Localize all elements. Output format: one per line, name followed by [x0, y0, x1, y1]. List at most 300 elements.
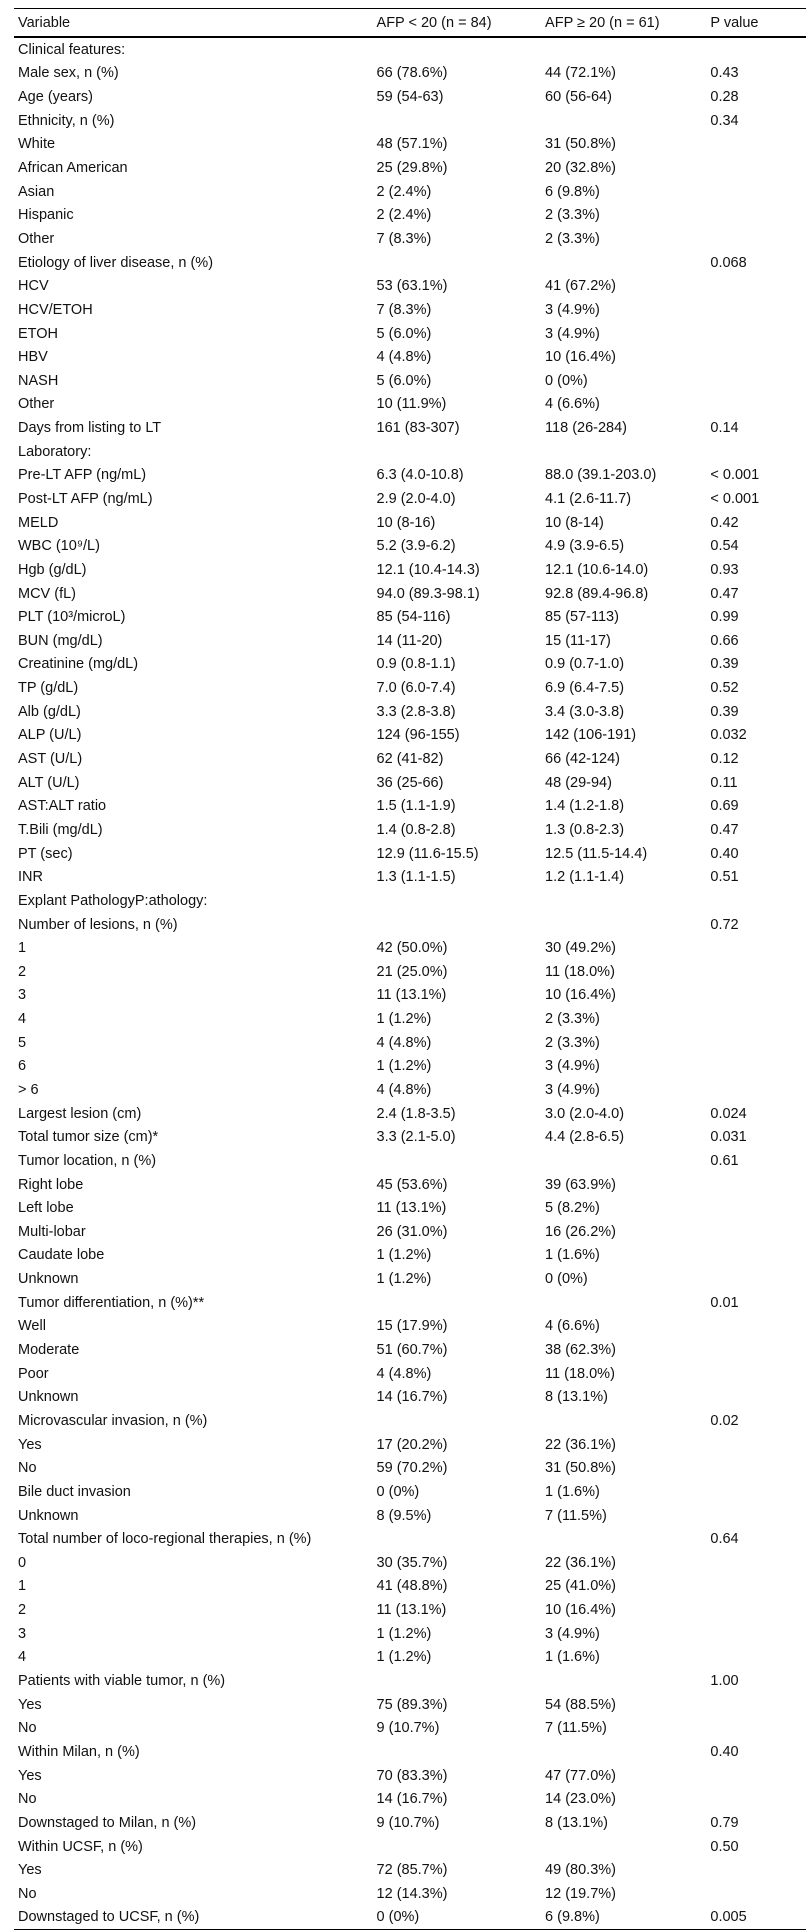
- afp-high-cell: [541, 440, 706, 464]
- afp-high-cell: 12.1 (10.6-14.0): [545, 561, 649, 578]
- afp-high-cell: [541, 913, 706, 937]
- table-row: [14, 156, 806, 180]
- p-value-cell: 0.61: [710, 1152, 739, 1169]
- table-row: [14, 227, 806, 251]
- afp-low-cell: 3.3 (2.1-5.0): [376, 1129, 456, 1146]
- table-row: [14, 1267, 806, 1291]
- afp-high-cell: 22 (36.1%): [545, 1554, 616, 1571]
- table-row: [14, 629, 806, 653]
- afp-low-cell: 7.0 (6.0-7.4): [376, 680, 456, 697]
- table-row: [14, 62, 806, 86]
- afp-high-cell: 31 (50.8%): [545, 1460, 616, 1477]
- afp-high-cell: 41 (67.2%): [545, 278, 616, 295]
- afp-high-cell: 4.4 (2.8-6.5): [545, 1129, 625, 1146]
- afp-high-cell: 2 (3.3%): [545, 1011, 600, 1028]
- table-row: [14, 345, 806, 369]
- afp-low-cell: 36 (25-66): [376, 774, 444, 791]
- p-value-cell: [706, 133, 806, 157]
- afp-low-cell: [373, 251, 542, 275]
- afp-high-cell: 2 (3.3%): [545, 207, 600, 224]
- afp-low-cell: 9 (10.7%): [376, 1720, 440, 1737]
- afp-high-cell: 3 (4.9%): [545, 1058, 600, 1075]
- afp-low-cell: 7 (8.3%): [376, 230, 432, 247]
- afp-high-cell: 12.5 (11.5-14.4): [545, 845, 648, 862]
- p-value-cell: 0.12: [710, 751, 739, 768]
- afp-low-cell: [373, 913, 542, 937]
- variable-cell: HCV/ETOH: [18, 301, 93, 318]
- afp-high-cell: 7 (11.5%): [545, 1720, 607, 1737]
- p-value-cell: 0.54: [710, 538, 739, 555]
- afp-high-cell: 0.9 (0.7-1.0): [545, 656, 625, 673]
- table-row: [14, 1480, 806, 1504]
- table-row: [14, 1196, 806, 1220]
- afp-high-cell: 8 (13.1%): [545, 1814, 608, 1831]
- table-row: [14, 771, 806, 795]
- afp-comparison-table: [14, 8, 806, 1930]
- afp-low-cell: 94.0 (89.3-98.1): [376, 585, 480, 602]
- p-value-cell: [706, 37, 806, 62]
- p-value-cell: [706, 1055, 806, 1079]
- variable-cell: Ethnicity, n (%): [18, 112, 115, 129]
- afp-low-cell: 12.9 (11.6-15.5): [376, 845, 479, 862]
- table-row: [14, 1551, 806, 1575]
- p-value-cell: 0.99: [710, 609, 739, 626]
- table-row: [14, 724, 806, 748]
- afp-high-cell: 118 (26-284): [545, 420, 627, 437]
- afp-high-cell: 85 (57-113): [545, 609, 619, 626]
- table-row: [14, 1669, 806, 1693]
- afp-high-cell: 49 (80.3%): [545, 1862, 616, 1879]
- afp-low-cell: 72 (85.7%): [376, 1862, 448, 1879]
- afp-low-cell: 3.3 (2.8-3.8): [376, 703, 456, 720]
- variable-cell: Multi-lobar: [18, 1223, 86, 1240]
- afp-high-cell: 2 (3.3%): [545, 230, 600, 247]
- variable-cell: Explant PathologyP:athology:: [18, 892, 208, 909]
- afp-high-cell: 20 (32.8%): [545, 160, 616, 177]
- afp-low-cell: 1.5 (1.1-1.9): [376, 798, 456, 815]
- p-value-cell: 0.40: [710, 1743, 739, 1760]
- afp-low-cell: [373, 1669, 542, 1693]
- variable-cell: NASH: [18, 372, 59, 389]
- variable-cell: AST (U/L): [18, 751, 83, 768]
- p-value-cell: 0.005: [706, 1906, 806, 1930]
- p-value-cell: [706, 1716, 806, 1740]
- afp-high-cell: 25 (41.0%): [545, 1578, 616, 1595]
- afp-low-cell: 1 (1.2%): [376, 1247, 432, 1264]
- table-row: [14, 1527, 806, 1551]
- variable-cell: Unknown: [18, 1389, 79, 1406]
- variable-cell: Yes: [18, 1862, 42, 1879]
- variable-cell: ALP (U/L): [18, 727, 82, 744]
- table-row: [14, 795, 806, 819]
- p-value-cell: [706, 1764, 806, 1788]
- variable-cell: Microvascular invasion, n (%): [18, 1412, 208, 1429]
- variable-cell: Other: [18, 396, 55, 413]
- variable-cell: Yes: [18, 1436, 42, 1453]
- afp-high-cell: 39 (63.9%): [545, 1176, 616, 1193]
- variable-cell: Bile duct invasion: [18, 1483, 131, 1500]
- p-value-cell: [706, 1504, 806, 1528]
- variable-cell: AST:ALT ratio: [18, 798, 107, 815]
- variable-cell: African American: [18, 160, 128, 177]
- afp-low-cell: [373, 109, 542, 133]
- variable-cell: Yes: [18, 1767, 42, 1784]
- header-row: [14, 9, 806, 38]
- afp-high-cell: [541, 1149, 706, 1173]
- afp-low-cell: [373, 1740, 542, 1764]
- afp-low-cell: 5 (6.0%): [376, 325, 432, 342]
- table-row: [14, 913, 806, 937]
- afp-low-cell: 1.3 (1.1-1.5): [376, 869, 456, 886]
- afp-high-cell: [541, 109, 706, 133]
- afp-low-cell: 11 (13.1%): [376, 987, 447, 1004]
- table-container: [14, 8, 806, 1930]
- afp-high-cell: [541, 1740, 706, 1764]
- variable-cell: Other: [18, 230, 55, 247]
- table-row: [14, 1220, 806, 1244]
- table-row: [14, 1031, 806, 1055]
- table-row: [14, 936, 806, 960]
- table-row: [14, 37, 806, 62]
- afp-high-cell: 10 (8-14): [545, 514, 604, 531]
- afp-low-cell: 26 (31.0%): [376, 1223, 448, 1240]
- variable-cell: Tumor location, n (%): [18, 1152, 157, 1169]
- table-row: [14, 1764, 806, 1788]
- afp-low-cell: [373, 440, 542, 464]
- afp-low-cell: 30 (35.7%): [376, 1554, 448, 1571]
- afp-low-cell: [373, 1527, 542, 1551]
- afp-high-cell: 15 (11-17): [545, 632, 611, 649]
- p-value-cell: [706, 393, 806, 417]
- afp-low-cell: 7 (8.3%): [376, 301, 432, 318]
- table-row: [14, 1811, 806, 1835]
- afp-high-cell: 88.0 (39.1-203.0): [545, 467, 657, 484]
- afp-low-cell: 0 (0%): [373, 1906, 542, 1930]
- afp-low-cell: 70 (83.3%): [376, 1767, 448, 1784]
- p-value-cell: 0.51: [710, 869, 739, 886]
- table-row: [14, 700, 806, 724]
- afp-low-cell: 41 (48.8%): [376, 1578, 448, 1595]
- p-value-cell: 0.28: [710, 89, 739, 106]
- table-row: [14, 1386, 806, 1410]
- afp-high-cell: [541, 1291, 706, 1315]
- afp-high-cell: 1 (1.6%): [545, 1483, 600, 1500]
- afp-low-cell: 4 (4.8%): [376, 349, 432, 366]
- afp-low-cell: 85 (54-116): [376, 609, 451, 626]
- afp-high-cell: 0 (0%): [545, 372, 588, 389]
- afp-high-cell: 8 (13.1%): [545, 1389, 608, 1406]
- p-value-cell: [706, 1173, 806, 1197]
- table-row: [14, 1173, 806, 1197]
- afp-low-cell: 124 (96-155): [376, 727, 460, 744]
- afp-low-cell: 51 (60.7%): [376, 1342, 448, 1359]
- variable-cell: Largest lesion (cm): [18, 1105, 142, 1122]
- afp-high-cell: 4.1 (2.6-11.7): [545, 490, 632, 507]
- afp-high-cell: 11 (18.0%): [545, 963, 615, 980]
- table-row: [14, 582, 806, 606]
- p-value-cell: 0.11: [710, 774, 738, 791]
- afp-low-cell: 0 (0%): [376, 1483, 420, 1500]
- p-value-cell: [706, 203, 806, 227]
- table-row: [14, 251, 806, 275]
- afp-low-cell: 4 (4.8%): [376, 1034, 432, 1051]
- header-variable: Variable: [14, 9, 373, 38]
- table-row: [14, 1338, 806, 1362]
- variable-cell: Within Milan, n (%): [18, 1743, 140, 1760]
- p-value-cell: [706, 369, 806, 393]
- table-row: [14, 1007, 806, 1031]
- variable-cell: T.Bili (mg/dL): [18, 821, 103, 838]
- afp-high-cell: 1.4 (1.2-1.8): [545, 798, 625, 815]
- p-value-cell: [706, 1882, 806, 1906]
- p-value-cell: [706, 1007, 806, 1031]
- afp-low-cell: [373, 1409, 542, 1433]
- afp-low-cell: 5.2 (3.9-6.2): [376, 538, 456, 555]
- p-value-cell: 0.69: [710, 798, 739, 815]
- variable-cell: 4: [18, 1649, 27, 1666]
- afp-high-cell: 1.3 (0.8-2.3): [545, 821, 625, 838]
- afp-low-cell: 17 (20.2%): [376, 1436, 448, 1453]
- header-p-value: P value: [706, 9, 806, 38]
- variable-cell: 1: [18, 940, 27, 957]
- p-value-cell: 0.42: [710, 514, 739, 531]
- table-row: [14, 487, 806, 511]
- afp-low-cell: 2.9 (2.0-4.0): [376, 490, 456, 507]
- variable-cell: PLT (10³/microL): [18, 609, 126, 626]
- table-row: [14, 416, 806, 440]
- afp-low-cell: 45 (53.6%): [376, 1176, 448, 1193]
- afp-low-cell: [373, 37, 542, 62]
- afp-low-cell: 1.4 (0.8-2.8): [376, 821, 456, 838]
- variable-cell: No: [18, 1460, 37, 1477]
- afp-low-cell: 11 (13.1%): [376, 1200, 447, 1217]
- variable-cell: 0: [18, 1554, 27, 1571]
- p-value-cell: [706, 1480, 806, 1504]
- variable-cell: 3: [18, 987, 27, 1004]
- variable-cell: Creatinine (mg/dL): [18, 656, 139, 673]
- afp-low-cell: 11 (13.1%): [376, 1602, 447, 1619]
- afp-low-cell: 62 (41-82): [376, 751, 444, 768]
- afp-low-cell: 4 (4.8%): [376, 1082, 432, 1098]
- variable-cell: Downstaged to UCSF, n (%): [14, 1906, 373, 1930]
- afp-low-cell: 59 (70.2%): [376, 1460, 448, 1477]
- p-value-cell: [706, 1078, 806, 1102]
- table-row: [14, 1622, 806, 1646]
- variable-cell: MCV (fL): [18, 585, 76, 602]
- p-value-cell: [706, 1858, 806, 1882]
- afp-high-cell: 92.8 (89.4-96.8): [545, 585, 649, 602]
- p-value-cell: 0.01: [710, 1294, 739, 1311]
- afp-low-cell: [373, 1291, 542, 1315]
- table-row: [14, 889, 806, 913]
- p-value-cell: 0.068: [710, 254, 747, 271]
- table-row: [14, 1906, 806, 1930]
- afp-high-cell: 66 (42-124): [545, 751, 621, 768]
- p-value-cell: [706, 1220, 806, 1244]
- afp-high-cell: 38 (62.3%): [545, 1342, 616, 1359]
- afp-high-cell: 3 (4.9%): [545, 325, 600, 342]
- p-value-cell: [706, 1338, 806, 1362]
- variable-cell: Yes: [18, 1696, 42, 1713]
- variable-cell: Caudate lobe: [18, 1247, 105, 1264]
- afp-high-cell: 60 (56-64): [545, 89, 612, 106]
- variable-cell: MELD: [18, 514, 59, 531]
- variable-cell: Etiology of liver disease, n (%): [18, 254, 214, 271]
- variable-cell: Poor: [18, 1365, 49, 1382]
- afp-low-cell: 21 (25.0%): [376, 963, 448, 980]
- p-value-cell: 0.024: [710, 1105, 747, 1122]
- afp-high-cell: 3 (4.9%): [545, 1082, 600, 1098]
- afp-low-cell: 12 (14.3%): [376, 1885, 448, 1902]
- table-row: [14, 369, 806, 393]
- afp-low-cell: [373, 889, 542, 913]
- p-value-cell: 0.52: [710, 680, 739, 697]
- variable-cell: No: [18, 1791, 37, 1808]
- p-value-cell: 0.39: [710, 703, 739, 720]
- table-row: [14, 534, 806, 558]
- afp-high-cell: 142 (106-191): [545, 727, 637, 744]
- afp-low-cell: 4 (4.8%): [376, 1365, 432, 1382]
- afp-low-cell: 6.3 (4.0-10.8): [376, 467, 464, 484]
- variable-cell: 2: [18, 963, 27, 980]
- variable-cell: Laboratory:: [18, 443, 92, 460]
- table-row: [14, 511, 806, 535]
- afp-high-cell: 44 (72.1%): [545, 65, 616, 82]
- p-value-cell: [706, 1267, 806, 1291]
- variable-cell: Within UCSF, n (%): [18, 1838, 143, 1855]
- table-row: [14, 676, 806, 700]
- afp-high-cell: 1.2 (1.1-1.4): [545, 869, 625, 886]
- variable-cell: Age (years): [18, 89, 93, 106]
- variable-cell: INR: [18, 869, 43, 886]
- p-value-cell: 0.02: [710, 1412, 739, 1429]
- p-value-cell: [706, 984, 806, 1008]
- p-value-cell: [706, 1362, 806, 1386]
- variable-cell: ALT (U/L): [18, 774, 80, 791]
- variable-cell: Number of lesions, n (%): [18, 916, 178, 933]
- afp-high-cell: 10 (16.4%): [545, 349, 616, 366]
- table-row: [14, 865, 806, 889]
- variable-cell: 6: [18, 1058, 27, 1075]
- afp-high-cell: 47 (77.0%): [545, 1767, 616, 1784]
- afp-low-cell: 14 (16.7%): [376, 1389, 448, 1406]
- afp-low-cell: 15 (17.9%): [376, 1318, 448, 1335]
- table-row: [14, 1646, 806, 1670]
- afp-low-cell: 1 (1.2%): [376, 1058, 432, 1075]
- afp-high-cell: 3.4 (3.0-3.8): [545, 703, 625, 720]
- table-row: [14, 440, 806, 464]
- table-row: [14, 1102, 806, 1126]
- afp-high-cell: [541, 37, 706, 62]
- afp-low-cell: 2 (2.4%): [376, 207, 432, 224]
- variable-cell: Pre-LT AFP (ng/mL): [18, 467, 147, 484]
- p-value-cell: [706, 1693, 806, 1717]
- table-row: [14, 1787, 806, 1811]
- variable-cell: Downstaged to Milan, n (%): [18, 1814, 197, 1831]
- p-value-cell: [706, 936, 806, 960]
- p-value-cell: 0.43: [710, 65, 739, 82]
- p-value-cell: [706, 1598, 806, 1622]
- p-value-cell: 0.66: [710, 632, 739, 649]
- afp-high-cell: 10 (16.4%): [545, 987, 616, 1004]
- table-row: [14, 1835, 806, 1859]
- table-row: [14, 842, 806, 866]
- p-value-cell: 0.72: [710, 916, 739, 933]
- table-row: [14, 1409, 806, 1433]
- afp-low-cell: 0.9 (0.8-1.1): [376, 656, 456, 673]
- afp-high-cell: 11 (18.0%): [545, 1365, 615, 1382]
- p-value-cell: [706, 1386, 806, 1410]
- table-row: [14, 109, 806, 133]
- variable-cell: HCV: [18, 278, 49, 295]
- afp-low-cell: 59 (54-63): [376, 89, 444, 106]
- p-value-cell: [706, 298, 806, 322]
- afp-low-cell: 14 (16.7%): [376, 1791, 448, 1808]
- table-body: [14, 37, 806, 1930]
- variable-cell: Unknown: [18, 1507, 79, 1524]
- variable-cell: Moderate: [18, 1342, 80, 1359]
- afp-high-cell: 6.9 (6.4-7.5): [545, 680, 625, 697]
- p-value-cell: [706, 1787, 806, 1811]
- table-row: [14, 133, 806, 157]
- afp-high-cell: 48 (29-94): [545, 774, 612, 791]
- p-value-cell: [706, 960, 806, 984]
- afp-high-cell: 12 (19.7%): [545, 1885, 616, 1902]
- p-value-cell: [706, 156, 806, 180]
- afp-high-cell: 5 (8.2%): [545, 1200, 600, 1217]
- p-value-cell: [706, 889, 806, 913]
- variable-cell: Tumor differentiation, n (%)**: [18, 1294, 205, 1311]
- p-value-cell: [706, 1622, 806, 1646]
- variable-cell: PT (sec): [18, 845, 73, 862]
- table-row: [14, 558, 806, 582]
- afp-low-cell: 161 (83-307): [376, 420, 460, 437]
- variable-cell: Left lobe: [18, 1200, 74, 1217]
- p-value-cell: [706, 1456, 806, 1480]
- p-value-cell: 1.00: [710, 1673, 739, 1690]
- variable-cell: 1: [18, 1578, 27, 1595]
- variable-cell: TP (g/dL): [18, 680, 79, 697]
- p-value-cell: 0.79: [710, 1814, 739, 1831]
- afp-high-cell: 7 (11.5%): [545, 1507, 607, 1524]
- p-value-cell: [706, 1031, 806, 1055]
- table-row: [14, 180, 806, 204]
- p-value-cell: 0.34: [710, 112, 739, 129]
- afp-low-cell: [373, 1835, 542, 1859]
- table-row: [14, 85, 806, 109]
- variable-cell: Total tumor size (cm)*: [18, 1129, 159, 1146]
- variable-cell: White: [18, 136, 56, 153]
- afp-high-cell: 16 (26.2%): [545, 1223, 616, 1240]
- afp-low-cell: 5 (6.0%): [376, 372, 432, 389]
- variable-cell: Right lobe: [18, 1176, 84, 1193]
- afp-high-cell: [541, 1835, 706, 1859]
- p-value-cell: < 0.001: [710, 490, 760, 507]
- afp-high-cell: 3 (4.9%): [545, 1625, 600, 1642]
- variable-cell: Total number of loco-regional therapies, n (%): [18, 1531, 312, 1548]
- afp-low-cell: 9 (10.7%): [376, 1814, 440, 1831]
- table-row: [14, 203, 806, 227]
- table-row: [14, 1149, 806, 1173]
- afp-low-cell: 14 (11-20): [376, 632, 443, 649]
- afp-high-cell: 4.9 (3.9-6.5): [545, 538, 625, 555]
- afp-high-cell: 54 (88.5%): [545, 1696, 616, 1713]
- p-value-cell: 0.64: [710, 1531, 739, 1548]
- p-value-cell: 0.032: [710, 727, 747, 744]
- afp-high-cell: [541, 1527, 706, 1551]
- p-value-cell: [706, 1196, 806, 1220]
- afp-high-cell: 30 (49.2%): [545, 940, 616, 957]
